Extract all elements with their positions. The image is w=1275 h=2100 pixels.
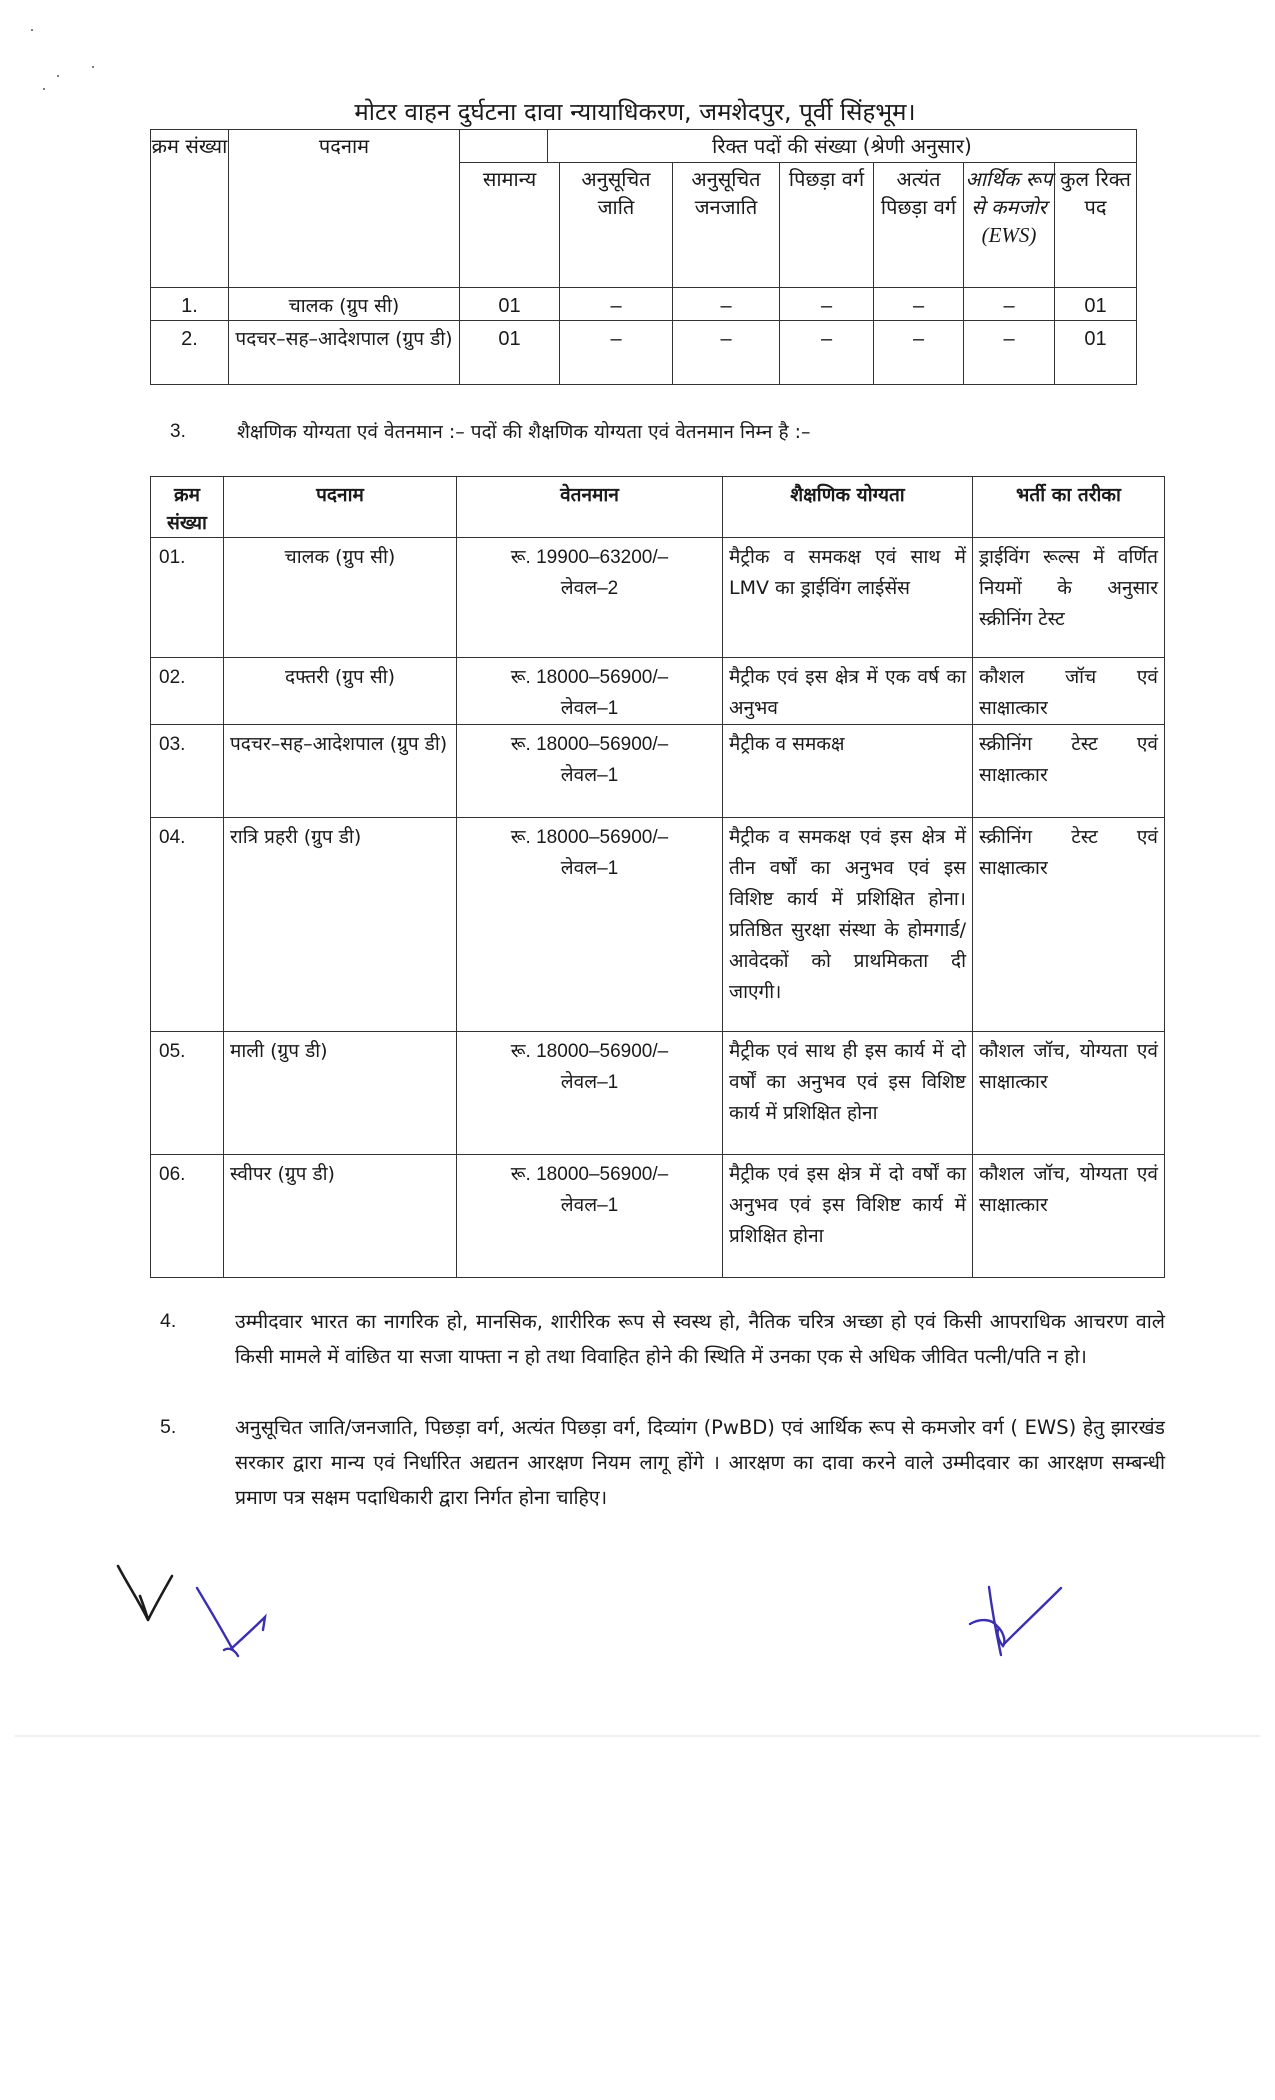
cell-method: स्क्रीनिंग टेस्ट एवं साक्षात्कार: [973, 818, 1165, 1032]
cell-post: स्वीपर (ग्रुप डी): [224, 1155, 457, 1278]
cell-method: कौशल जॉच, योग्यता एवं साक्षात्कार: [973, 1032, 1165, 1155]
signature-left-black: [118, 1566, 172, 1620]
header-sn: क्रम संख्या: [151, 130, 229, 288]
cell-qualification: मैट्रीक एवं इस क्षेत्र में एक वर्ष का अनुभव: [723, 658, 973, 725]
header-sc: अनुसूचित जाति: [560, 163, 673, 288]
cell-sc: –: [560, 321, 673, 385]
section-text: शैक्षणिक योग्यता एवं वेतनमान :– पदों की शैक्षणिक योग्यता एवं वेतनमान निम्न है :–: [237, 421, 811, 443]
header-method: भर्ती का तरीका: [973, 477, 1165, 538]
header-post: पदनाम: [224, 477, 457, 538]
cell-qualification: मैट्रीक व समकक्ष एवं इस क्षेत्र में तीन वर्षों का अनुभव एवं इस विशिष्ट कार्य में प्रशिक्षित होना। प्रतिष्ठित सुरक्षा संस्था के होमगार्ड/आवेदकों को प्राथमिकता दी जाएगी।: [723, 818, 973, 1032]
pay-level: लेवल–1: [560, 698, 619, 719]
cell-post: पदचर–सह–आदेशपाल (ग्रुप डी): [224, 725, 457, 818]
cell-qualification: मैट्रीक व समकक्ष एवं साथ में LMV का ड्राईविंग लाईसेंस: [723, 538, 973, 658]
scan-artifact-line: [15, 1735, 1260, 1737]
pay-level: लेवल–1: [560, 765, 619, 786]
pay-scale: रू. 18000–56900/–: [510, 1041, 669, 1062]
pay-level: लेवल–1: [560, 1072, 619, 1093]
header-total: कुल रिक्त पद: [1055, 163, 1137, 288]
paragraph-text: अनुसूचित जाति/जनजाति, पिछड़ा वर्ग, अत्यंत पिछड़ा वर्ग, दिव्यांग (PwBD) एवं आर्थिक रूप से कमजोर वर्ग ( EWS) हेतु झारखंड सरकार द्वारा मान्य एवं निर्धारित अद्यतन आरक्षण नियम लागू होंगे । आरक्षण का दावा करने वाले उम्मीदवार का आरक्षण सम्बन्धी प्रमाण पत्र सक्षम पदाधिकारी द्वारा निर्गत होना चाहिए।: [235, 1416, 1165, 1509]
cell-post: दफ्तरी (ग्रुप सी): [224, 658, 457, 725]
header-post: पदनाम: [229, 130, 460, 288]
paragraph-text: उम्मीदवार भारत का नागरिक हो, मानसिक, शारीरिक रूप से स्वस्थ हो, नैतिक चरित्र अच्छा हो एवं किसी आपराधिक आचरण वाले किसी मामले में वांछित या सजा याफ्ता न हो तथा विवाहित होने की स्थिति में उनका एक से अधिक जीवित पत्नी/पति न हो।: [235, 1310, 1165, 1368]
pay-level: लेवल–1: [560, 1195, 619, 1216]
header-ews-text: आर्थिक रूप से कमजोर: [965, 167, 1053, 219]
cell-ebc: –: [874, 321, 964, 385]
paragraph-number: 5.: [160, 1416, 177, 1438]
signature-left-blue: [197, 1588, 265, 1656]
cell-method: कौशल जॉच, योग्यता एवं साक्षात्कार: [973, 1155, 1165, 1278]
cell-st: –: [673, 288, 780, 321]
cell-sn: 2.: [151, 321, 229, 385]
document-title: मोटर वाहन दुर्घटना दावा न्यायाधिकरण, जमशेदपुर, पूर्वी सिंहभूम।: [354, 98, 916, 126]
cell-sn: 04.: [151, 818, 224, 1032]
pay-scale: रू. 18000–56900/–: [510, 1164, 669, 1185]
header-sn: क्रम संख्या: [151, 477, 224, 538]
cell-general: 01: [460, 288, 560, 321]
cell-general: 01: [460, 321, 560, 385]
header-ebc: अत्यंत पिछड़ा वर्ग: [874, 163, 964, 288]
cell-post: रात्रि प्रहरी (ग्रुप डी): [224, 818, 457, 1032]
cell-total: 01: [1055, 288, 1137, 321]
cell-qualification: मैट्रीक एवं साथ ही इस कार्य में दो वर्षों का अनुभव एवं इस विशिष्ट कार्य में प्रशिक्षित होना: [723, 1032, 973, 1155]
cell-qualification: मैट्रीक एवं इस क्षेत्र में दो वर्षों का अनुभव एवं इस विशिष्ट कार्य में प्रशिक्षित होना: [723, 1155, 973, 1278]
header-ews-abbr: (EWS): [981, 223, 1037, 247]
cell-method: कौशल जॉच एवं साक्षात्कार: [973, 658, 1165, 725]
cell-sc: –: [560, 288, 673, 321]
cell-post: चालक (ग्रुप सी): [224, 538, 457, 658]
cell-method: ड्राईविंग रूल्स में वर्णित नियमों के अनुसार स्क्रीनिंग टेस्ट: [973, 538, 1165, 658]
pay-scale: रू. 18000–56900/–: [510, 827, 669, 848]
cell-st: –: [673, 321, 780, 385]
pay-scale: रू. 19900–63200/–: [510, 547, 669, 568]
cell-bc: –: [780, 321, 874, 385]
cell-method: स्क्रीनिंग टेस्ट एवं साक्षात्कार: [973, 725, 1165, 818]
cell-sn: 03.: [151, 725, 224, 818]
cell-ews: –: [964, 321, 1055, 385]
header-vacancy-group: रिक्त पदों की संख्या (श्रेणी अनुसार): [548, 130, 1137, 163]
header-bc: पिछड़ा वर्ग: [780, 163, 874, 288]
cell-sn: 06.: [151, 1155, 224, 1278]
pay-scale: रू. 18000–56900/–: [510, 667, 669, 688]
header-qualification: शैक्षणिक योग्यता: [723, 477, 973, 538]
header-general: सामान्य: [460, 163, 560, 288]
cell-ebc: –: [874, 288, 964, 321]
pay-level: लेवल–2: [560, 578, 619, 599]
cell-sn: 01.: [151, 538, 224, 658]
cell-total: 01: [1055, 321, 1137, 385]
cell-bc: –: [780, 288, 874, 321]
paragraph-number: 4.: [160, 1310, 177, 1332]
cell-post: पदचर–सह–आदेशपाल (ग्रुप डी): [229, 321, 460, 385]
signature-right-blue: [970, 1587, 1061, 1655]
pay-level: लेवल–1: [560, 858, 619, 879]
cell-sn: 1.: [151, 288, 229, 321]
header-st: अनुसूचित जनजाति: [673, 163, 780, 288]
cell-qualification: मैट्रीक व समकक्ष: [723, 725, 973, 818]
cell-sn: 02.: [151, 658, 224, 725]
section-number: 3.: [170, 421, 186, 442]
cell-sn: 05.: [151, 1032, 224, 1155]
cell-post: चालक (ग्रुप सी): [229, 288, 460, 321]
cell-post: माली (ग्रुप डी): [224, 1032, 457, 1155]
header-pay: वेतनमान: [457, 477, 723, 538]
cell-ews: –: [964, 288, 1055, 321]
pay-scale: रू. 18000–56900/–: [510, 734, 669, 755]
